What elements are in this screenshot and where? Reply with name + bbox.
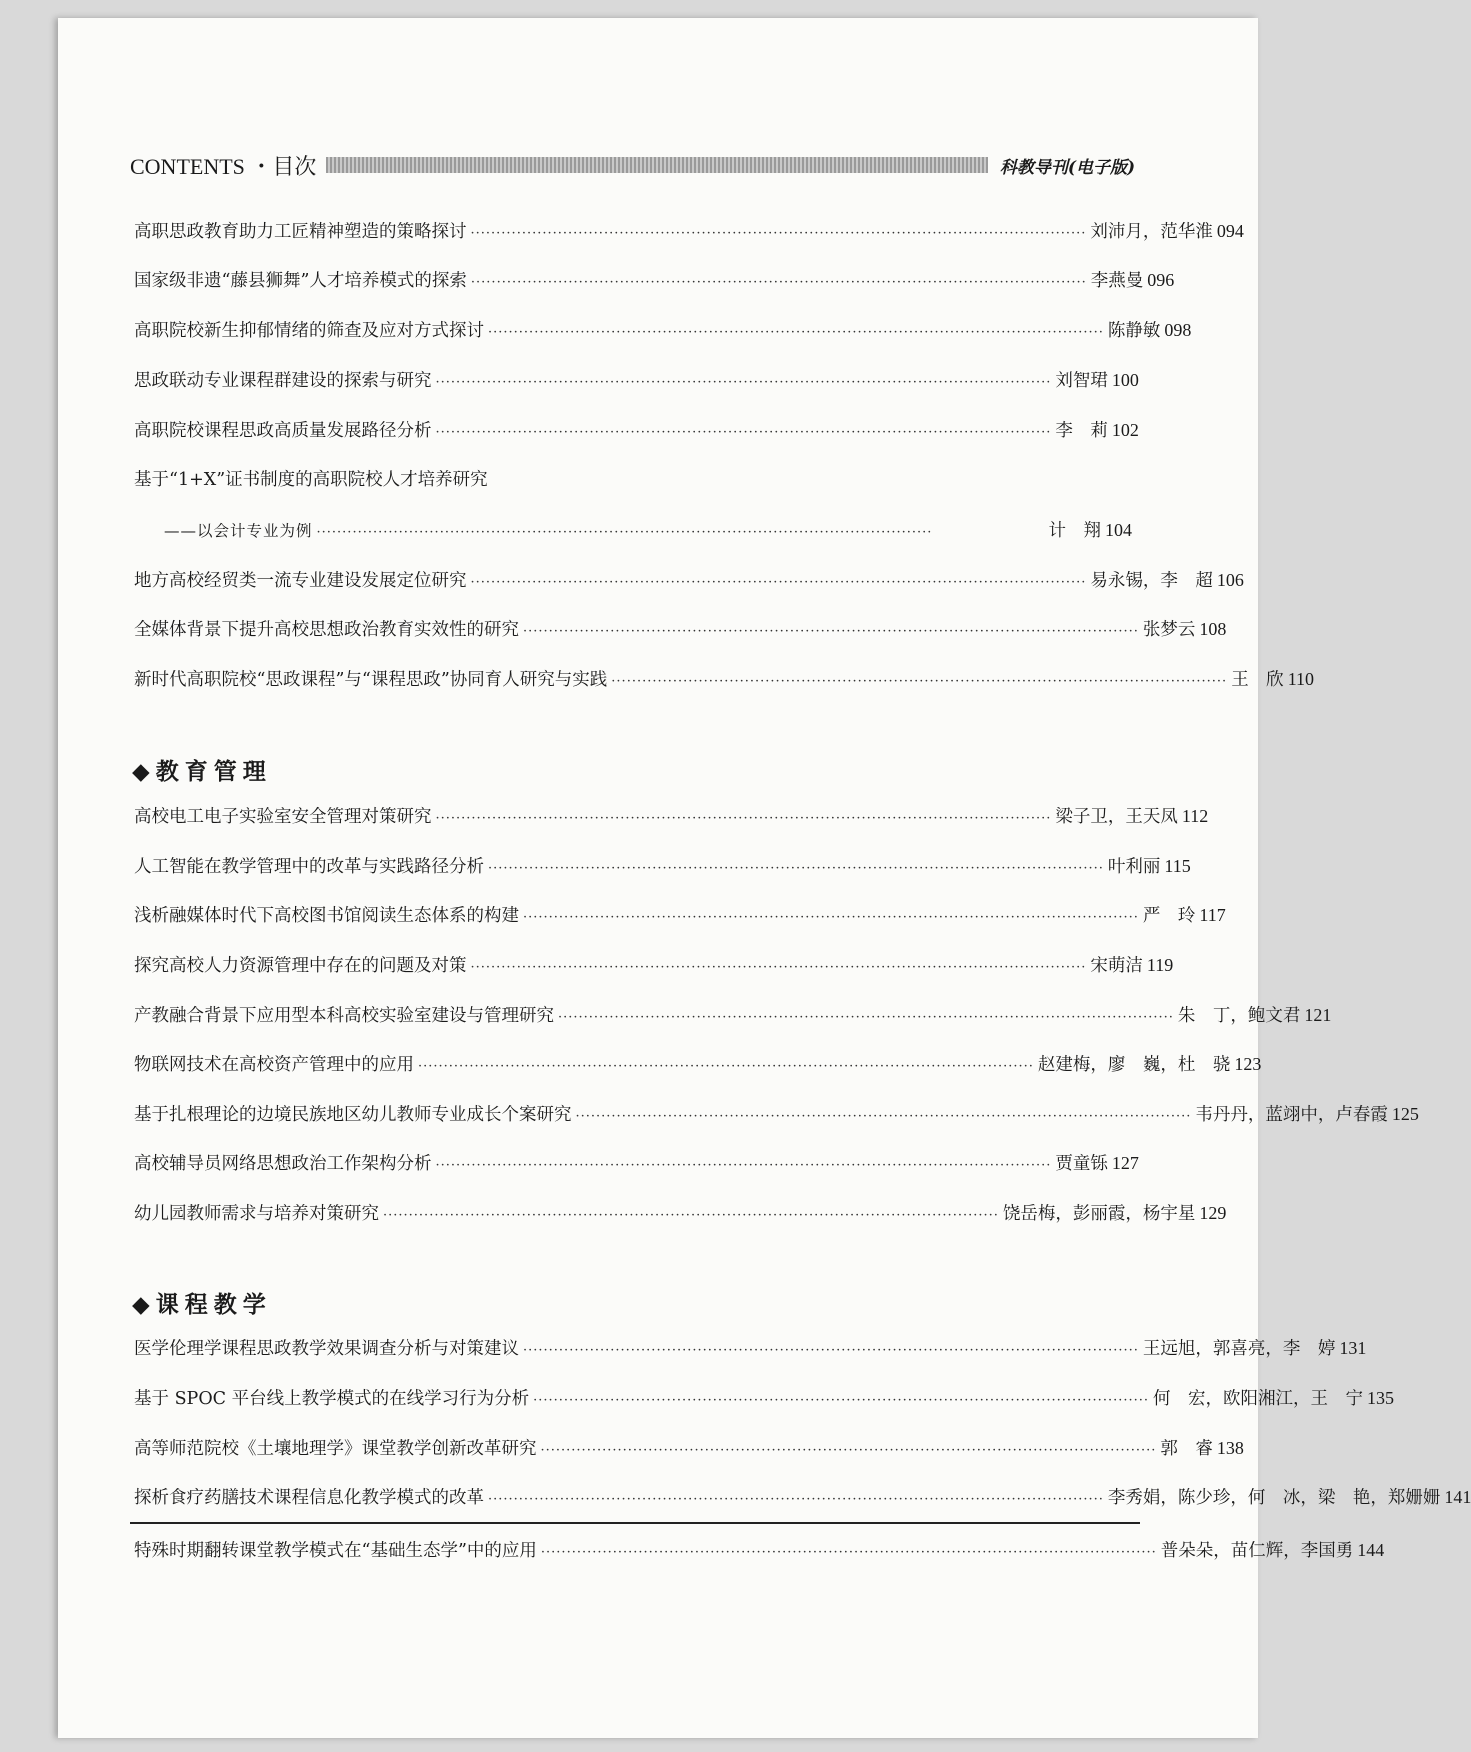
toc-entry	[134, 217, 1244, 245]
leader-dots: ························································································································	[523, 624, 1139, 639]
entry-page: 094	[1216, 221, 1244, 241]
entry-author: 张梦云	[1142, 620, 1196, 640]
toc-entry	[134, 366, 1139, 394]
entry-title: 高校电工电子实验室安全管理对策研究	[134, 807, 432, 827]
entry-author: 郭 睿	[1160, 1439, 1213, 1459]
entry-author: 计 翔	[1048, 521, 1101, 541]
entry-author: 刘沛月，范华淮	[1090, 222, 1213, 242]
entry-author: 赵建梅，廖 巍，杜 骁	[1037, 1055, 1231, 1075]
toc-entry	[134, 665, 1315, 693]
toc-entry	[134, 1050, 1262, 1078]
entry-page: 117	[1199, 905, 1226, 925]
toc-entry	[134, 802, 1209, 830]
entry-author: 贾童铄	[1055, 1154, 1108, 1174]
leader-dots: ························································································································	[470, 575, 1087, 590]
entry-title: 国家级非遗“藤县狮舞”人才培养模式的探索	[134, 271, 467, 291]
toc-entry	[134, 266, 1175, 294]
entry-page: 135	[1367, 1388, 1395, 1408]
entry-page: 141	[1444, 1487, 1471, 1507]
leader-dots: ························································································································	[470, 226, 1087, 241]
entry-page: 125	[1391, 1104, 1419, 1124]
bottom-divider-line	[130, 1522, 1140, 1524]
toc-entry	[134, 951, 1174, 979]
toc-entry	[134, 1334, 1367, 1362]
entry-author: 普朵朵，苗仁辉，李国勇	[1160, 1541, 1354, 1561]
entry-page: 131	[1339, 1338, 1367, 1358]
entry-title: 特殊时期翻转课堂教学模式在“基础生态学”中的应用	[134, 1541, 537, 1561]
leader-dots: ························································································································	[540, 1443, 1157, 1458]
entry-title: 高等师范院校《土壤地理学》课堂教学创新改革研究	[134, 1439, 537, 1459]
entry-page: 102	[1111, 420, 1139, 440]
entry-title: 浅析融媒体时代下高校图书馆阅读生态体系的构建	[134, 906, 519, 926]
entry-page: 129	[1199, 1203, 1227, 1223]
entry-author: 宋萌洁	[1090, 956, 1143, 976]
page-header	[130, 150, 1135, 180]
toc-entry-subtitle	[134, 516, 1132, 544]
entry-author: 饶岳梅，彭丽霞，杨宇星	[1002, 1204, 1196, 1224]
leader-dots: ························································································································	[418, 1059, 1034, 1074]
entry-title: 医学伦理学课程思政教学效果调查分析与对策建议	[134, 1339, 519, 1359]
leader-dots: ························································································································	[533, 1393, 1150, 1408]
entry-title: 物联网技术在高校资产管理中的应用	[134, 1055, 414, 1075]
leader-dots: ························································································································	[488, 1492, 1104, 1507]
entry-title: 人工智能在教学管理中的改革与实践路径分析	[134, 857, 484, 877]
entry-page: 112	[1181, 806, 1209, 826]
entry-page: 123	[1234, 1054, 1262, 1074]
toc-entry	[134, 852, 1191, 880]
entry-page: 098	[1164, 320, 1192, 340]
entry-author: 陈静敏	[1107, 321, 1161, 341]
toc-entry	[134, 1100, 1419, 1128]
entry-title: 高校辅导员网络思想政治工作架构分析	[134, 1154, 432, 1174]
entry-author: 李秀娟，陈少珍，何 冰，梁 艳，郑姗姗	[1107, 1488, 1441, 1508]
leader-dots: ························································································································	[540, 1545, 1157, 1560]
leader-dots: ························································································································	[316, 525, 933, 540]
leader-dots: ························································································································	[488, 861, 1104, 876]
entry-author: 梁子卫，王天凤	[1055, 807, 1178, 827]
leader-dots: ························································································································	[435, 375, 1052, 390]
entry-page: 100	[1111, 370, 1139, 390]
toc-entry	[134, 566, 1244, 594]
entry-page: 106	[1216, 570, 1244, 590]
entry-title: ——以会计专业为例	[164, 522, 313, 540]
toc-entry	[134, 1149, 1139, 1177]
toc-entry	[134, 615, 1227, 643]
entry-title: 高职院校课程思政高质量发展路径分析	[134, 421, 432, 441]
entry-page: 127	[1111, 1153, 1139, 1173]
entry-author: 叶利丽	[1107, 857, 1161, 877]
toc-entry	[134, 1483, 1471, 1511]
entry-page: 104	[1105, 520, 1132, 540]
leader-dots: ························································································································	[383, 1208, 999, 1223]
entry-title: 基于“1+X”证书制度的高职院校人才培养研究	[134, 470, 488, 490]
entry-page: 108	[1199, 619, 1227, 639]
entry-author: 严 玲	[1142, 906, 1196, 926]
entry-title: 高职思政教育助力工匠精神塑造的策略探讨	[134, 222, 467, 242]
toc-entry	[134, 416, 1139, 444]
leader-dots: ························································································································	[611, 674, 1228, 689]
leader-dots: ························································································································	[558, 1010, 1174, 1025]
entry-page: 144	[1357, 1540, 1385, 1560]
toc-entry	[134, 316, 1192, 344]
leader-dots: ························································································································	[435, 1158, 1052, 1173]
entry-author: 易永锡，李 超	[1090, 571, 1213, 591]
entry-title: 基于 SPOC 平台线上教学模式的在线学习行为分析	[134, 1389, 530, 1409]
entry-page: 115	[1164, 856, 1191, 876]
entry-title: 探析食疗药膳技术课程信息化教学模式的改革	[134, 1488, 484, 1508]
entry-author: 刘智珺	[1055, 371, 1108, 391]
entry-author: 何 宏，欧阳湘江，王 宁	[1153, 1389, 1364, 1409]
entry-title: 高职院校新生抑郁情绪的筛查及应对方式探讨	[134, 321, 484, 341]
leader-dots: ························································································································	[470, 960, 1087, 975]
leader-dots: ························································································································	[575, 1109, 1192, 1124]
entry-author: 李燕曼	[1090, 271, 1144, 291]
leader-dots: ························································································································	[470, 275, 1087, 290]
entry-page: 138	[1216, 1438, 1244, 1458]
toc-entry	[134, 1536, 1385, 1564]
entry-title: 全媒体背景下提升高校思想政治教育实效性的研究	[134, 620, 519, 640]
entry-author: 王 欣	[1231, 670, 1284, 690]
header-bar	[326, 157, 988, 173]
toc-entry	[134, 901, 1226, 929]
leader-dots: ························································································································	[523, 910, 1139, 925]
leader-dots: ························································································································	[488, 325, 1104, 340]
leader-dots: ························································································································	[435, 811, 1052, 826]
toc-entry	[134, 1001, 1332, 1029]
journal-name: 科教导刊(电子版)	[999, 157, 1135, 178]
leader-dots: ························································································································	[523, 1343, 1139, 1358]
entry-author: 朱 丁，鲍文君	[1177, 1006, 1301, 1026]
entry-page: 121	[1304, 1005, 1332, 1025]
toc-entry	[134, 1434, 1244, 1462]
entry-title: 地方高校经贸类一流专业建设发展定位研究	[134, 571, 467, 591]
entry-page: 119	[1146, 955, 1174, 975]
section-heading-course: ◆课程教学	[132, 1292, 272, 1318]
entry-author: 韦丹丹，蓝翊中，卢春霞	[1195, 1105, 1388, 1125]
toc-entry	[134, 466, 1132, 494]
toc-entry	[134, 1199, 1227, 1227]
entry-title: 探究高校人力资源管理中存在的问题及对策	[134, 956, 467, 976]
entry-title: 思政联动专业课程群建设的探索与研究	[134, 371, 432, 391]
entry-page: 110	[1287, 669, 1315, 689]
entry-title: 幼儿园教师需求与培养对策研究	[134, 1204, 379, 1224]
entry-title: 基于扎根理论的边境民族地区幼儿教师专业成长个案研究	[134, 1105, 572, 1125]
contents-label: CONTENTS ・目次	[130, 153, 317, 179]
leader-dots: ························································································································	[435, 425, 1052, 440]
entry-page: 096	[1147, 270, 1175, 290]
entry-title: 产教融合背景下应用型本科高校实验室建设与管理研究	[134, 1006, 554, 1026]
entry-author: 李 莉	[1055, 421, 1108, 441]
section-heading-edu-mgmt: ◆教育管理	[132, 759, 272, 785]
entry-author: 王远旭，郭喜亮，李 婷	[1142, 1339, 1336, 1359]
toc-entry	[134, 1384, 1395, 1412]
entry-title: 新时代高职院校“思政课程”与“课程思政”协同育人研究与实践	[134, 670, 608, 690]
